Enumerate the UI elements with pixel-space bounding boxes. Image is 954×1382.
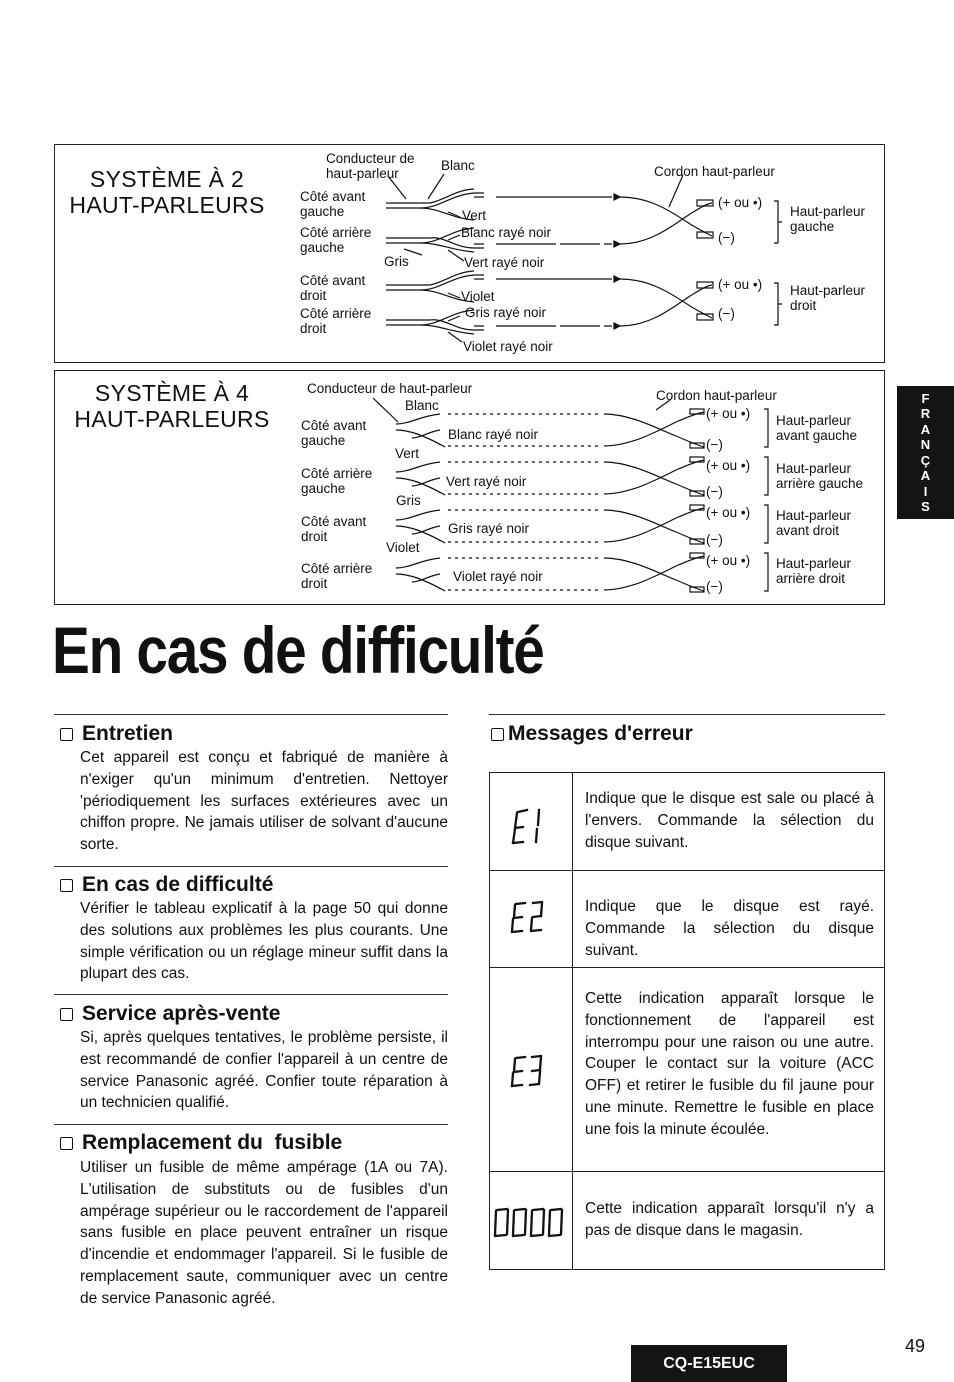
cote-arriere-gauche-2: Côté arrière gauche [300,225,372,255]
vert-label-2: Vert [462,208,487,223]
text-difficulte: Vérifier le tableau explicatif à la page 50 qui donne des solutions aux problèmes les plus courants. Une simple vérification ou un réglage mineur suffit dans la plupart des cas. [80,900,448,983]
wiring-diagram-4 [0,0,954,640]
hp-avant-gauche: Haut-parleur avant gauche [776,413,858,443]
checkbox-icon [60,879,73,892]
violet-raye-noir-2: Violet rayé noir [463,339,553,354]
model-badge: CQ-E15EUC [631,1345,787,1382]
heading-messages: Messages d'erreur [491,722,693,746]
segment-display-empty [490,1172,573,1269]
checkbox-icon [60,1137,73,1150]
cote-avant-gauche-4: Côté avant gauche [301,418,367,448]
vert-raye-noir-4: Vert rayé noir [446,474,527,489]
rule-fusible [54,1124,448,1125]
violet-label-4: Violet [386,540,420,555]
cordon-label-2: Cordon haut-parleur [654,164,775,179]
heading-entretien: Entretien [60,722,173,746]
text-service: Si, après quelques tentatives, le problème persiste, il est recommandé de confier l'appareil à un centre de service Panasonic agréé. Confier toute réparation à un technicien qualifié. [80,1029,448,1112]
cote-arriere-droit-4: Côté arrière droit [301,561,373,591]
segment-display-e2 [490,871,573,968]
hp-arriere-gauche: Haut-parleur arrière gauche [776,461,864,491]
error-desc-empty: Cette indication apparaît lorsqu'il n'y a pas de disque dans le magasin. [585,1200,874,1239]
cordon-label-4: Cordon haut-parleur [656,388,777,403]
plus-ou-label-2b: (+ ou •) [718,277,763,292]
page-number: 49 [905,1336,926,1356]
heading-service: Service après-vente [60,1002,280,1026]
minus-4b: (−) [706,484,723,499]
diagram-2-title: SYSTÈME À 2 HAUT-PARLEURS [69,166,265,218]
conductor-label-4: Conducteur de haut-parleur [307,381,473,396]
plus-ou-4b: (+ ou •) [706,458,751,473]
cote-avant-gauche-2: Côté avant gauche [300,189,366,219]
error-desc-e2: Indique que le disque est rayé. Commande la sélection du disque suivant. [585,898,874,959]
hp-droit-label: Haut-parleur droit [790,283,866,313]
page-title: En cas de difficulté [52,613,544,687]
diagram-4-title: SYSTÈME À 4 HAUT-PARLEURS [74,380,270,432]
cote-arriere-droit-2: Côté arrière droit [300,306,372,336]
svg-text:E 2: E 2 [490,871,492,872]
blanc-raye-noir-4: Blanc rayé noir [448,427,539,442]
language-tab: F R A N Ç A I S [897,386,954,519]
checkbox-icon [491,728,504,741]
hp-arriere-droit: Haut-parleur arrière droit [776,556,852,586]
error-desc-e1: Indique que le disque est sale ou placé à l'envers. Commande la sélection du disque suivant. [585,790,874,851]
error-row-e3 [490,968,884,1172]
checkbox-icon [60,1008,73,1021]
minus-label-2b: (−) [718,306,735,321]
gris-label-2: Gris [384,254,409,269]
conductor-label-2: Conducteur de haut-parleur [326,151,415,181]
svg-text:E 1: E 1 [490,773,492,774]
segment-display-e3 [490,968,573,1172]
text-entretien: Cet appareil est conçu et fabriqué de manière à n'exiger qu'un minimum d'entretien. Nettoyer 'périodiquement les surfaces extérieures avec un chiffon propre. Ne jamais utiliser de solvant d'aucune sorte. [80,749,448,854]
plus-ou-4a: (+ ou •) [706,406,751,421]
rule-service [54,994,448,995]
error-code-e3 [490,968,573,1171]
blanc-raye-noir-2: Blanc rayé noir [461,225,552,240]
cote-avant-droit-2: Côté avant droit [300,273,366,303]
error-desc-e3: Cette indication apparaît lorsque le fonctionnement de l'appareil est interrompu pour une raison ou une autre. Couper le contact sur la voiture (ACC OFF) et retirer le fusible du fil jaune pour une minute. Remettre le fusible en place une fois la minute écoulée. [585,990,874,1138]
cote-arriere-gauche-4: Côté arrière gauche [301,466,373,496]
error-code-empty [490,1172,573,1269]
plus-ou-label-2a: (+ ou •) [718,195,763,210]
error-code-e1 [490,773,573,870]
segment-display-e1 [490,773,573,871]
hp-avant-droit: Haut-parleur avant droit [776,508,852,538]
error-table [489,772,885,1270]
error-code-e2 [490,871,573,967]
rule-difficulte [54,866,448,867]
cote-avant-droit-4: Côté avant droit [301,514,367,544]
error-row-empty [490,1172,884,1269]
heading-difficulte: En cas de difficulté [60,873,273,897]
svg-text:E 3: E 3 [490,968,492,969]
hp-gauche-label: Haut-parleur gauche [790,204,866,234]
rule-messages [489,714,885,715]
checkbox-icon [60,728,73,741]
gris-raye-noir-2: Gris rayé noir [465,305,547,320]
gris-raye-noir-4: Gris rayé noir [448,521,530,536]
plus-ou-4c: (+ ou •) [706,505,751,520]
violet-label-2: Violet [461,289,495,304]
heading-fusible: Remplacement du fusible [60,1131,342,1155]
vert-label-4: Vert [395,446,420,461]
svg-text:0000: 0000 [490,1172,493,1173]
minus-4d: (−) [706,579,723,594]
text-fusible: Utiliser un fusible de même ampérage (1A ou 7A). L'utilisation de substituts ou de fusibles d'un ampérage supérieur ou le raccordement de l'appareil sans fusible en place peuvent entraîner un risque d'incendie et endommager l'appareil. Si le fusible de remplacement saute, communiquer avec un centre de service Panasonic agréé. [80,1159,448,1307]
minus-label-2a: (−) [718,230,735,245]
error-row-e2 [490,871,884,968]
plus-ou-4d: (+ ou •) [706,553,751,568]
violet-raye-noir-4: Violet rayé noir [453,569,543,584]
blanc-label-4: Blanc [405,398,439,413]
minus-4c: (−) [706,532,723,547]
vert-raye-noir-2: Vert rayé noir [464,255,545,270]
blanc-label-2: Blanc [441,158,475,173]
minus-4a: (−) [706,437,723,452]
gris-label-4: Gris [396,493,421,508]
rule-entretien [54,714,448,715]
error-row-e1 [490,773,884,871]
